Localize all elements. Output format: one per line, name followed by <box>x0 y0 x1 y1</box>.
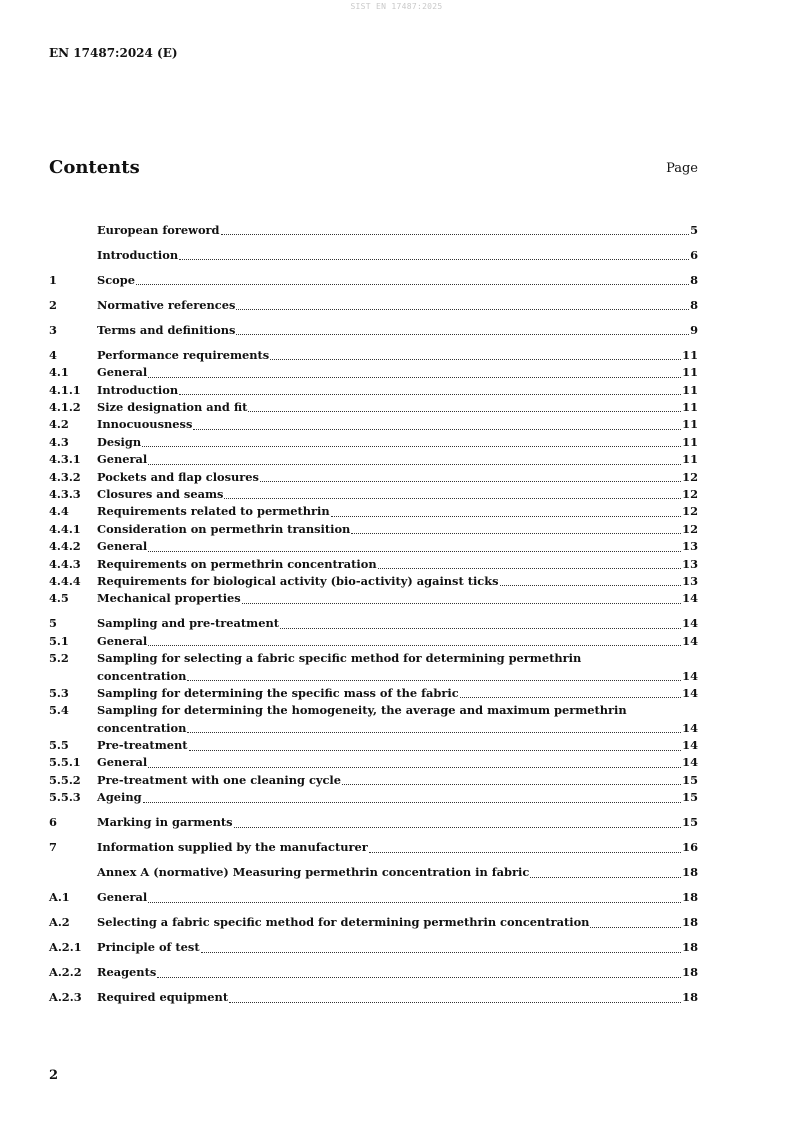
watermark: SIST EN 17487:2025 <box>350 2 443 11</box>
toc-entry[interactable] <box>49 864 698 881</box>
toc-entry-title: Introduction <box>97 247 179 262</box>
toc-entry-title: Required equipment <box>97 990 229 1005</box>
toc-entry-title: Scope <box>97 272 135 287</box>
toc-entry-page: 12 <box>682 469 698 484</box>
toc-entry-continuation[interactable] <box>49 720 698 737</box>
toc-dot-leader <box>280 628 681 629</box>
toc-dot-leader <box>142 446 681 447</box>
toc-entry-page: 11 <box>682 417 698 432</box>
toc-entry-title: Introduction <box>97 382 179 397</box>
toc-entry-number: 4.4.2 <box>49 539 81 554</box>
toc-entry-number: 4 <box>49 347 57 362</box>
footer-page-number: 2 <box>49 1068 59 1083</box>
toc-entry[interactable] <box>49 297 698 314</box>
toc-entry-page: 13 <box>682 556 698 571</box>
toc-entry[interactable] <box>49 702 698 719</box>
toc-entry-number: 4.3.1 <box>49 452 81 467</box>
toc-entry[interactable] <box>49 633 698 650</box>
toc-dot-leader <box>148 645 681 646</box>
toc-entry-number: 5.5.2 <box>49 772 81 787</box>
toc-entry[interactable] <box>49 469 698 486</box>
toc-dot-leader <box>193 429 681 430</box>
toc-entry-page: 14 <box>682 633 698 648</box>
toc-entry-number: 4.4.3 <box>49 556 81 571</box>
toc-dot-leader <box>187 732 681 733</box>
table-of-contents <box>49 222 698 1007</box>
toc-dot-leader <box>224 498 681 499</box>
toc-dot-leader <box>189 750 682 751</box>
toc-entry-title: Sampling and pre-treatment <box>97 616 280 631</box>
toc-dot-leader <box>148 767 681 768</box>
toc-dot-leader <box>234 827 682 828</box>
toc-entry-page: 15 <box>682 772 698 787</box>
toc-dot-leader <box>342 784 681 785</box>
toc-entry-number: A.2.1 <box>49 940 82 955</box>
toc-entry-page: 14 <box>682 738 698 753</box>
toc-entry[interactable] <box>49 247 698 264</box>
toc-dot-leader <box>143 802 682 803</box>
toc-entry[interactable] <box>49 347 698 364</box>
toc-dot-leader <box>136 284 689 285</box>
toc-entry[interactable] <box>49 737 698 754</box>
toc-entry-page: 14 <box>682 616 698 631</box>
toc-entry[interactable] <box>49 814 698 831</box>
toc-entry-title: Selecting a fabric specific method for determining permethrin concentration <box>97 915 590 930</box>
toc-entry-title: Reagents <box>97 965 157 980</box>
toc-entry[interactable] <box>49 416 698 433</box>
toc-entry-continuation[interactable] <box>49 668 698 685</box>
toc-entry-number: A.2 <box>49 915 70 930</box>
toc-entry-number: 5.5 <box>49 738 69 753</box>
toc-entry-title: Sampling for determining the homogeneity, the average and maximum permethrin <box>97 703 627 718</box>
toc-entry[interactable] <box>49 573 698 590</box>
toc-entry-title-continued: concentration <box>97 720 187 735</box>
toc-entry-number: 5.4 <box>49 703 69 718</box>
toc-entry-title: Pre-treatment <box>97 738 188 753</box>
toc-entry[interactable] <box>49 451 698 468</box>
toc-entry[interactable] <box>49 272 698 289</box>
toc-entry-number: 4.2 <box>49 417 69 432</box>
toc-dot-leader <box>530 877 681 878</box>
toc-entry-page: 11 <box>682 434 698 449</box>
toc-entry-number: 4.4.1 <box>49 521 81 536</box>
toc-entry-title: Performance requirements <box>97 347 270 362</box>
toc-entry-title: Design <box>97 434 142 449</box>
document-id: EN 17487:2024 (E) <box>49 46 178 60</box>
toc-entry-number: 5.1 <box>49 633 69 648</box>
toc-entry-page: 18 <box>682 890 698 905</box>
toc-entry-number: 1 <box>49 272 57 287</box>
toc-dot-leader <box>378 568 682 569</box>
toc-entry-number: 5.3 <box>49 685 69 700</box>
toc-entry-page: 5 <box>690 222 698 237</box>
toc-entry-title: Sampling for determining the specific mass of the fabric <box>97 685 459 700</box>
toc-entry-title: General <box>97 633 148 648</box>
toc-dot-leader <box>460 697 681 698</box>
toc-entry-title: Information supplied by the manufacturer <box>97 840 368 855</box>
toc-entry-page: 12 <box>682 521 698 536</box>
page-column-label: Page <box>666 161 698 176</box>
toc-dot-leader <box>248 411 681 412</box>
toc-entry-page: 18 <box>682 915 698 930</box>
toc-entry[interactable] <box>49 538 698 555</box>
toc-dot-leader <box>148 902 681 903</box>
toc-entry[interactable] <box>49 964 698 981</box>
toc-entry-number: 6 <box>49 815 57 830</box>
toc-entry[interactable] <box>49 989 698 1006</box>
toc-entry-title: Closures and seams <box>97 487 224 502</box>
toc-entry[interactable] <box>49 486 698 503</box>
toc-entry[interactable] <box>49 322 698 339</box>
toc-entry-page: 15 <box>682 790 698 805</box>
toc-dot-leader <box>242 603 681 604</box>
toc-entry-title: Pre-treatment with one cleaning cycle <box>97 772 342 787</box>
toc-entry-number: A.1 <box>49 890 70 905</box>
toc-dot-leader <box>179 259 689 260</box>
toc-entry[interactable] <box>49 685 698 702</box>
toc-entry-number: 4.1.2 <box>49 400 81 415</box>
toc-dot-leader <box>236 334 689 335</box>
toc-entry[interactable] <box>49 434 698 451</box>
toc-dot-leader <box>221 234 690 235</box>
toc-entry-title: Marking in garments <box>97 815 233 830</box>
toc-entry-page: 16 <box>682 840 698 855</box>
toc-entry-number: 4.3.3 <box>49 487 81 502</box>
toc-entry[interactable] <box>49 556 698 573</box>
contents-heading: Contents <box>49 157 140 178</box>
toc-entry-page: 8 <box>690 297 698 312</box>
toc-entry-title: European foreword <box>97 222 220 237</box>
toc-entry-number: 2 <box>49 297 57 312</box>
toc-entry-page: 14 <box>682 668 698 683</box>
toc-entry[interactable] <box>49 590 698 607</box>
toc-entry[interactable] <box>49 382 698 399</box>
toc-entry-title: General <box>97 539 148 554</box>
toc-entry-page: 13 <box>682 573 698 588</box>
toc-entry[interactable] <box>49 939 698 956</box>
toc-entry-title: Sampling for selecting a fabric specific method for determining permethrin <box>97 651 582 666</box>
toc-entry-number: 5.5.3 <box>49 790 81 805</box>
toc-entry[interactable] <box>49 889 698 906</box>
toc-dot-leader <box>369 852 681 853</box>
toc-entry-page: 11 <box>682 400 698 415</box>
toc-entry-number: 7 <box>49 840 57 855</box>
toc-entry[interactable] <box>49 399 698 416</box>
toc-entry-number: 5.5.1 <box>49 755 81 770</box>
toc-entry-title: General <box>97 890 148 905</box>
toc-entry[interactable] <box>49 615 698 632</box>
toc-entry-number: 4.4 <box>49 504 69 519</box>
toc-entry-number: 5 <box>49 616 57 631</box>
toc-entry[interactable] <box>49 650 698 667</box>
toc-entry-title: Size designation and fit <box>97 400 248 415</box>
toc-entry-page: 14 <box>682 591 698 606</box>
toc-entry-title: Normative references <box>97 297 236 312</box>
toc-entry-number: 4.3 <box>49 434 69 449</box>
toc-entry-title: Principle of test <box>97 940 200 955</box>
toc-dot-leader <box>157 977 681 978</box>
toc-entry-page: 18 <box>682 990 698 1005</box>
toc-entry-page: 14 <box>682 755 698 770</box>
toc-entry-page: 18 <box>682 940 698 955</box>
toc-entry-title: Terms and definitions <box>97 322 236 337</box>
toc-entry[interactable] <box>49 839 698 856</box>
toc-dot-leader <box>260 481 681 482</box>
toc-entry-page: 18 <box>682 965 698 980</box>
toc-entry-page: 11 <box>682 365 698 380</box>
toc-dot-leader <box>590 927 681 928</box>
toc-entry-page: 11 <box>682 347 698 362</box>
toc-entry[interactable] <box>49 364 698 381</box>
toc-entry-title-continued: concentration <box>97 668 187 683</box>
toc-entry-title: Annex A (normative) Measuring permethrin concentration in fabric <box>97 865 530 880</box>
toc-entry-title: General <box>97 755 148 770</box>
toc-entry-title: Ageing <box>97 790 142 805</box>
toc-dot-leader <box>148 551 681 552</box>
toc-entry-number: 4.1 <box>49 365 69 380</box>
toc-entry-page: 14 <box>682 720 698 735</box>
toc-entry-page: 11 <box>682 382 698 397</box>
toc-entry-title: Consideration on permethrin transition <box>97 521 351 536</box>
toc-entry-number: A.2.3 <box>49 990 82 1005</box>
toc-entry-page: 6 <box>690 247 698 262</box>
toc-entry-number: 4.4.4 <box>49 573 81 588</box>
toc-entry-page: 11 <box>682 452 698 467</box>
toc-entry-number: 3 <box>49 322 57 337</box>
toc-dot-leader <box>179 394 681 395</box>
toc-entry-title: Requirements related to permethrin <box>97 504 330 519</box>
toc-entry-number: 5.2 <box>49 651 69 666</box>
toc-dot-leader <box>148 377 681 378</box>
toc-entry-title: Mechanical properties <box>97 591 241 606</box>
toc-entry[interactable] <box>49 503 698 520</box>
toc-dot-leader <box>201 952 682 953</box>
toc-entry-page: 14 <box>682 685 698 700</box>
toc-dot-leader <box>331 516 682 517</box>
toc-entry-page: 13 <box>682 539 698 554</box>
toc-entry-page: 15 <box>682 815 698 830</box>
toc-entry-title: Pockets and flap closures <box>97 469 259 484</box>
toc-entry[interactable] <box>49 521 698 538</box>
toc-entry-title: General <box>97 365 148 380</box>
toc-entry-number: 4.3.2 <box>49 469 81 484</box>
toc-entry-page: 12 <box>682 504 698 519</box>
toc-entry-title: Requirements on permethrin concentration <box>97 556 377 571</box>
toc-entry-number: A.2.2 <box>49 965 82 980</box>
toc-dot-leader <box>236 309 689 310</box>
toc-dot-leader <box>229 1002 681 1003</box>
toc-entry-number: 4.1.1 <box>49 382 81 397</box>
toc-entry[interactable] <box>49 222 698 239</box>
toc-dot-leader <box>187 680 681 681</box>
toc-entry[interactable] <box>49 772 698 789</box>
toc-entry-page: 9 <box>690 322 698 337</box>
toc-entry-number: 4.5 <box>49 591 69 606</box>
toc-entry[interactable] <box>49 914 698 931</box>
toc-entry-page: 12 <box>682 487 698 502</box>
toc-dot-leader <box>270 359 681 360</box>
toc-entry-title: Requirements for biological activity (bio-activity) against ticks <box>97 573 499 588</box>
toc-dot-leader <box>148 464 681 465</box>
toc-dot-leader <box>500 585 682 586</box>
toc-entry[interactable] <box>49 789 698 806</box>
toc-entry-title: General <box>97 452 148 467</box>
toc-entry-title: Innocuousness <box>97 417 193 432</box>
toc-entry-page: 8 <box>690 272 698 287</box>
toc-entry[interactable] <box>49 755 698 772</box>
toc-dot-leader <box>351 533 681 534</box>
toc-entry-page: 18 <box>682 865 698 880</box>
